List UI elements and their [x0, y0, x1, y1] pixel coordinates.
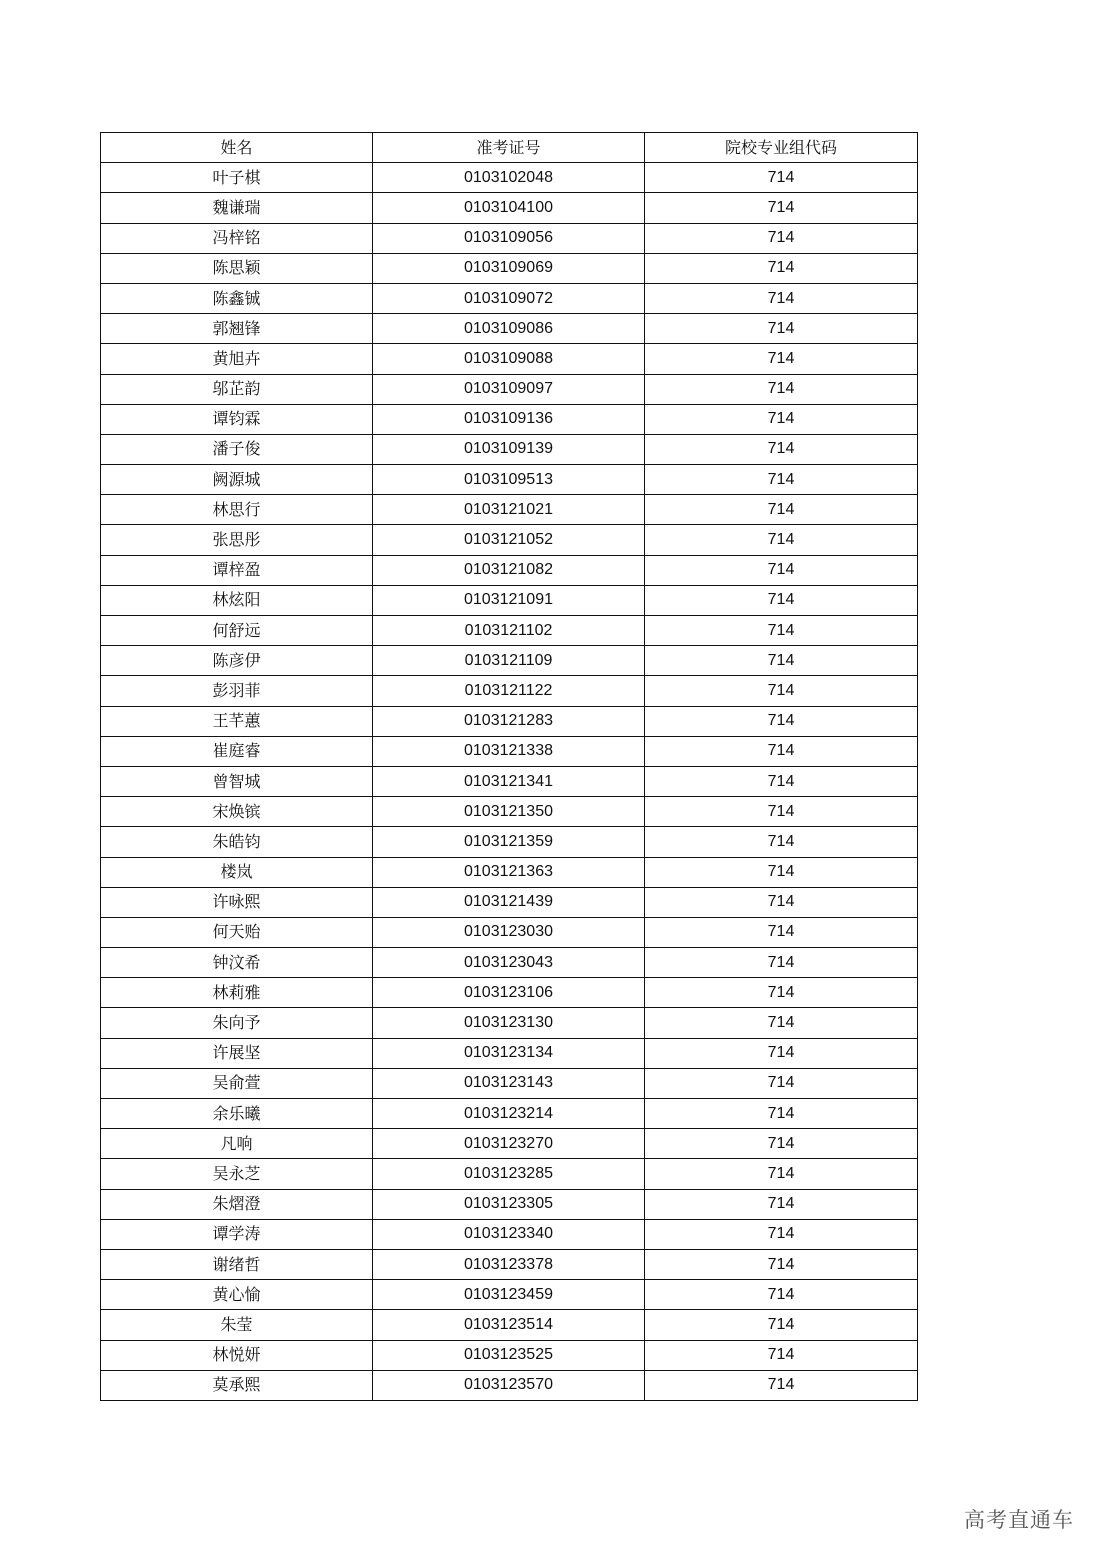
cell-name: 朱皓钧: [101, 827, 373, 857]
cell-group-code: 714: [645, 1280, 918, 1310]
cell-exam-number: 0103121082: [373, 555, 645, 585]
cell-name: 郭翘锋: [101, 314, 373, 344]
table-header-row: [101, 133, 918, 163]
cell-exam-number: 0103123285: [373, 1159, 645, 1189]
table-row: [101, 1310, 918, 1340]
table-row: [101, 646, 918, 676]
cell-exam-number: 0103121439: [373, 887, 645, 917]
cell-group-code: 714: [645, 163, 918, 193]
cell-name: 曾智城: [101, 766, 373, 796]
cell-name: 吴俞萱: [101, 1068, 373, 1098]
cell-exam-number: 0103121122: [373, 676, 645, 706]
table-row: [101, 978, 918, 1008]
cell-exam-number: 0103123459: [373, 1280, 645, 1310]
table-row: [101, 1219, 918, 1249]
cell-name: 何天贻: [101, 917, 373, 947]
cell-group-code: 714: [645, 465, 918, 495]
cell-name: 朱莹: [101, 1310, 373, 1340]
table-row: [101, 585, 918, 615]
table-row: [101, 1129, 918, 1159]
cell-group-code: 714: [645, 1310, 918, 1340]
table-row: [101, 887, 918, 917]
cell-group-code: 714: [645, 555, 918, 585]
cell-group-code: 714: [645, 1189, 918, 1219]
cell-exam-number: 0103123030: [373, 917, 645, 947]
cell-name: 凡响: [101, 1129, 373, 1159]
table-row: [101, 1340, 918, 1370]
cell-name: 陈思颖: [101, 253, 373, 283]
cell-group-code: 714: [645, 706, 918, 736]
cell-group-code: 714: [645, 1099, 918, 1129]
table-row: [101, 434, 918, 464]
cell-name: 陈彦伊: [101, 646, 373, 676]
cell-name: 林莉雅: [101, 978, 373, 1008]
cell-group-code: 714: [645, 948, 918, 978]
cell-group-code: 714: [645, 193, 918, 223]
column-header-group-code: 院校专业组代码: [645, 133, 918, 163]
cell-group-code: 714: [645, 585, 918, 615]
cell-exam-number: 0103123270: [373, 1129, 645, 1159]
cell-exam-number: 0103123570: [373, 1370, 645, 1400]
table-row: [101, 1068, 918, 1098]
table-row: [101, 1008, 918, 1038]
cell-group-code: 714: [645, 1249, 918, 1279]
cell-group-code: 714: [645, 766, 918, 796]
cell-exam-number: 0103121363: [373, 857, 645, 887]
cell-group-code: 714: [645, 1008, 918, 1038]
roster-sheet: [100, 132, 917, 1401]
cell-name: 林思行: [101, 495, 373, 525]
cell-name: 黄旭卉: [101, 344, 373, 374]
cell-exam-number: 0103121052: [373, 525, 645, 555]
cell-name: 陈鑫铖: [101, 283, 373, 313]
cell-exam-number: 0103123214: [373, 1099, 645, 1129]
cell-exam-number: 0103123143: [373, 1068, 645, 1098]
column-header-name: 姓名: [101, 133, 373, 163]
cell-name: 许咏熙: [101, 887, 373, 917]
table-row: [101, 706, 918, 736]
table-row: [101, 1038, 918, 1068]
cell-exam-number: 0103123043: [373, 948, 645, 978]
cell-name: 王芊蕙: [101, 706, 373, 736]
cell-group-code: 714: [645, 1219, 918, 1249]
cell-name: 邬芷韵: [101, 374, 373, 404]
cell-group-code: 714: [645, 676, 918, 706]
cell-name: 宋焕镔: [101, 797, 373, 827]
cell-name: 吴永芝: [101, 1159, 373, 1189]
cell-group-code: 714: [645, 344, 918, 374]
cell-name: 莫承熙: [101, 1370, 373, 1400]
cell-exam-number: 0103123305: [373, 1189, 645, 1219]
table-row: [101, 797, 918, 827]
cell-group-code: 714: [645, 495, 918, 525]
table-row: [101, 404, 918, 434]
table-row: [101, 1159, 918, 1189]
cell-name: 朱向予: [101, 1008, 373, 1038]
cell-group-code: 714: [645, 797, 918, 827]
cell-group-code: 714: [645, 917, 918, 947]
table-row: [101, 1099, 918, 1129]
cell-group-code: 714: [645, 1340, 918, 1370]
cell-exam-number: 0103109088: [373, 344, 645, 374]
cell-name: 叶子棋: [101, 163, 373, 193]
table-row: [101, 766, 918, 796]
cell-group-code: 714: [645, 857, 918, 887]
cell-group-code: 714: [645, 646, 918, 676]
cell-group-code: 714: [645, 283, 918, 313]
table-row: [101, 857, 918, 887]
table-row: [101, 374, 918, 404]
cell-exam-number: 0103109097: [373, 374, 645, 404]
table-row: [101, 525, 918, 555]
cell-group-code: 714: [645, 525, 918, 555]
cell-group-code: 714: [645, 616, 918, 646]
cell-name: 余乐曦: [101, 1099, 373, 1129]
cell-exam-number: 0103121102: [373, 616, 645, 646]
table-body: [101, 163, 918, 1401]
cell-exam-number: 0103109056: [373, 223, 645, 253]
cell-group-code: 714: [645, 253, 918, 283]
cell-exam-number: 0103123525: [373, 1340, 645, 1370]
table-row: [101, 616, 918, 646]
cell-exam-number: 0103121283: [373, 706, 645, 736]
table-row: [101, 1189, 918, 1219]
cell-exam-number: 0103123106: [373, 978, 645, 1008]
cell-exam-number: 0103123130: [373, 1008, 645, 1038]
table-row: [101, 1370, 918, 1400]
cell-exam-number: 0103123514: [373, 1310, 645, 1340]
cell-name: 谭学涛: [101, 1219, 373, 1249]
cell-exam-number: 0103109086: [373, 314, 645, 344]
cell-exam-number: 0103123378: [373, 1249, 645, 1279]
cell-group-code: 714: [645, 223, 918, 253]
table-row: [101, 917, 918, 947]
cell-name: 谭钧霖: [101, 404, 373, 434]
cell-name: 许展坚: [101, 1038, 373, 1068]
cell-exam-number: 0103121359: [373, 827, 645, 857]
cell-exam-number: 0103121109: [373, 646, 645, 676]
cell-name: 魏谦瑞: [101, 193, 373, 223]
table-row: [101, 827, 918, 857]
cell-exam-number: 0103102048: [373, 163, 645, 193]
cell-name: 钟汶希: [101, 948, 373, 978]
cell-name: 林悦妍: [101, 1340, 373, 1370]
cell-group-code: 714: [645, 314, 918, 344]
cell-exam-number: 0103104100: [373, 193, 645, 223]
cell-group-code: 714: [645, 1068, 918, 1098]
table-row: [101, 1249, 918, 1279]
cell-name: 彭羽菲: [101, 676, 373, 706]
cell-group-code: 714: [645, 1159, 918, 1189]
table-row: [101, 676, 918, 706]
table-row: [101, 948, 918, 978]
cell-name: 潘子俊: [101, 434, 373, 464]
table-row: [101, 736, 918, 766]
cell-exam-number: 0103121021: [373, 495, 645, 525]
table-row: [101, 465, 918, 495]
cell-exam-number: 0103123340: [373, 1219, 645, 1249]
cell-name: 楼岚: [101, 857, 373, 887]
cell-group-code: 714: [645, 404, 918, 434]
table-row: [101, 193, 918, 223]
cell-group-code: 714: [645, 1129, 918, 1159]
cell-exam-number: 0103109136: [373, 404, 645, 434]
watermark-text: 高考直通车: [964, 1508, 1074, 1532]
cell-exam-number: 0103121341: [373, 766, 645, 796]
cell-group-code: 714: [645, 1370, 918, 1400]
cell-name: 朱熠澄: [101, 1189, 373, 1219]
cell-group-code: 714: [645, 978, 918, 1008]
cell-exam-number: 0103123134: [373, 1038, 645, 1068]
table-row: [101, 283, 918, 313]
table-row: [101, 1280, 918, 1310]
cell-exam-number: 0103109072: [373, 283, 645, 313]
cell-exam-number: 0103121338: [373, 736, 645, 766]
cell-name: 冯梓铭: [101, 223, 373, 253]
table-row: [101, 314, 918, 344]
cell-name: 阙源城: [101, 465, 373, 495]
cell-exam-number: 0103121091: [373, 585, 645, 615]
cell-exam-number: 0103121350: [373, 797, 645, 827]
cell-name: 何舒远: [101, 616, 373, 646]
table-row: [101, 223, 918, 253]
cell-exam-number: 0103109069: [373, 253, 645, 283]
cell-group-code: 714: [645, 374, 918, 404]
cell-name: 谭梓盈: [101, 555, 373, 585]
admission-roster-table: [100, 132, 918, 1401]
cell-group-code: 714: [645, 1038, 918, 1068]
cell-group-code: 714: [645, 827, 918, 857]
cell-name: 谢绪哲: [101, 1249, 373, 1279]
cell-group-code: 714: [645, 736, 918, 766]
cell-exam-number: 0103109513: [373, 465, 645, 495]
cell-name: 张思彤: [101, 525, 373, 555]
cell-group-code: 714: [645, 887, 918, 917]
cell-exam-number: 0103109139: [373, 434, 645, 464]
table-row: [101, 495, 918, 525]
table-row: [101, 253, 918, 283]
cell-name: 黄心愉: [101, 1280, 373, 1310]
table-row: [101, 163, 918, 193]
column-header-exam-number: 准考证号: [373, 133, 645, 163]
table-row: [101, 555, 918, 585]
cell-group-code: 714: [645, 434, 918, 464]
cell-name: 崔庭睿: [101, 736, 373, 766]
table-row: [101, 344, 918, 374]
cell-name: 林炫阳: [101, 585, 373, 615]
